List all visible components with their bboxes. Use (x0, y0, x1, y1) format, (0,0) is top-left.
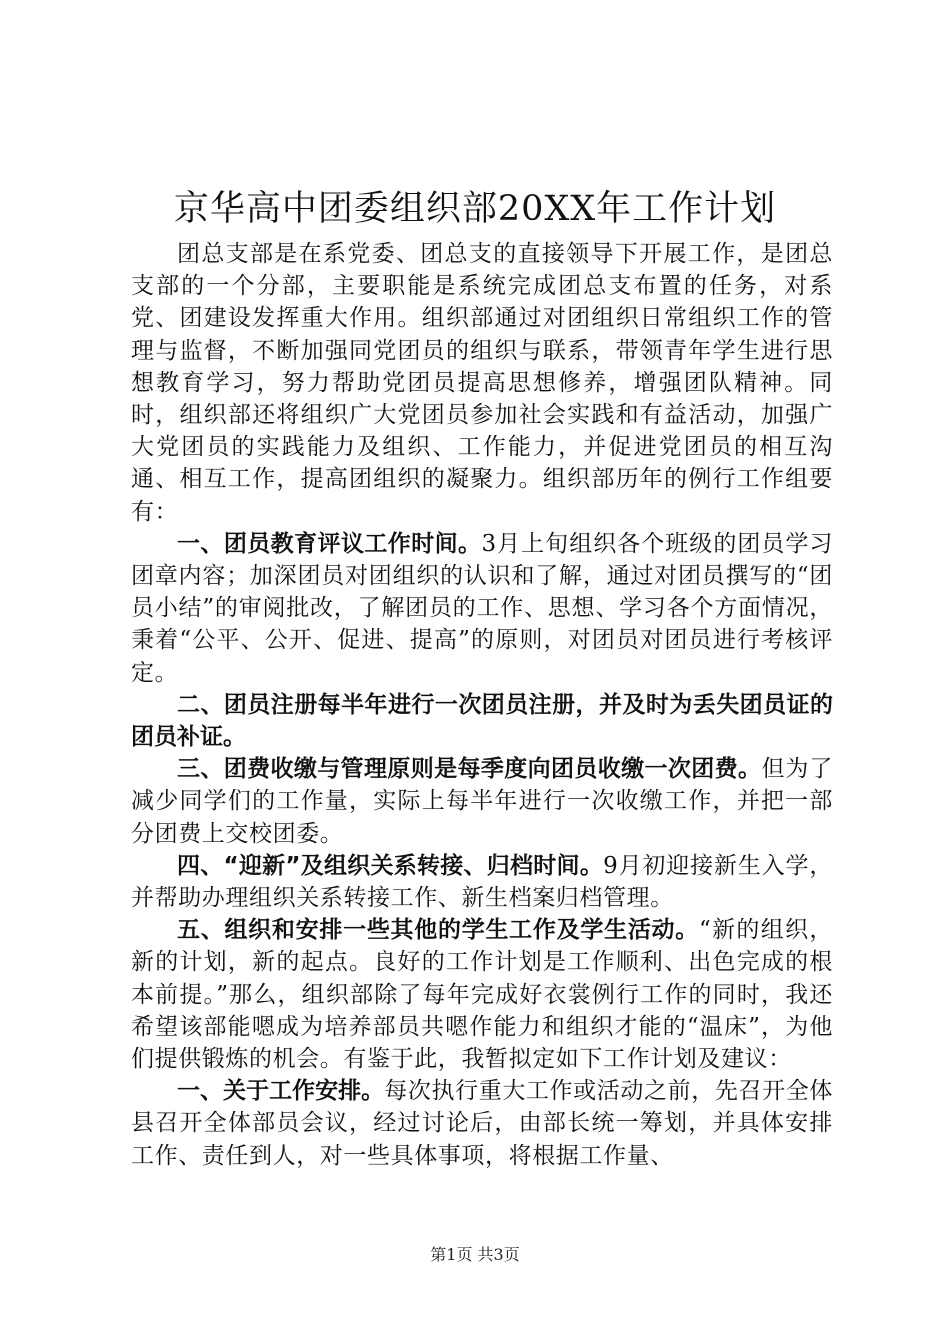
paragraph-item-5 (131, 914, 833, 1075)
paragraph-heading: 五、组织和安排一些其他的学生工作及学生活动。 (177, 917, 700, 944)
paragraph-heading: 一、团员教育评议工作时间。 (177, 530, 482, 557)
document-body (131, 238, 833, 1172)
paragraph-item-3 (131, 753, 833, 850)
paragraph-text: “新的组织，新的计划，新的起点。良好的工作计划是工作顺利、出色完成的根本前提。”那么，组织部除了每年完成好衣裳例行工作的同时，我还希望该部能嗯成为培养部员共嗯作能力和组织才能的“温床”，为他们提供锻炼的机会。有鉴于此，我暂拟定如下工作计划及建议： (131, 917, 834, 1073)
document-title: 京华高中团委组织部20XX年工作计划 (173, 189, 777, 229)
paragraph-heading: 二、团员注册每半年进行一次团员注册，并及时为丢失团员证的团员补证。 (131, 691, 833, 751)
paragraph-text: 团总支部是在系党委、团总支的直接领导下开展工作，是团总支部的一个分部，主要职能是系统完成团总支布置的任务，对系党、团建设发挥重大作用。组织部通过对团组织日常组织工作的管理与监督，不断加强同党团员的组织与联系，带领青年学生进行思想教育学习，努力帮助党团员提高思想修养，增强团队精神。同时，组织部还将组织广大党团员参加社会实践和有益活动，加强广大党团员的实践能力及组织、工作能力，并促进党团员的相互沟通、相互工作，提高团组织的凝聚力。组织部历年的例行工作组要有： (131, 241, 833, 525)
paragraph-intro (131, 238, 833, 528)
paragraph-text: 每次执行重大工作或活动之前，先召开全体县召开全体部员会议，经过讨论后，由部长统一筹划，并具体安排工作、责任到人，对一些具体事项，将根据工作量、 (131, 1078, 833, 1169)
paragraph-item-4 (131, 850, 833, 914)
paragraph-text: 3月上旬组织各个班级的团员学习团章内容；加深团员对团组织的认识和了解，通过对团员撰写的“团员小结”的审阅批改，了解团员的工作、思想、学习各个方面情况，秉着“公平、公开、促进、提高”的原则，对团员对团员进行考核评定。 (131, 530, 834, 686)
paragraph-text: 但为了减少同学们的工作量，实际上每半年进行一次收缴工作，并把一部分团费上交校团委。 (131, 756, 833, 847)
paragraph-heading: 三、团费收缴与管理原则是每季度向团员收缴一次团费。 (177, 756, 762, 783)
paragraph-heading: 四、“迎新”及组织关系转接、归档时间。 (177, 852, 604, 879)
paragraph-heading: 一、关于工作安排。 (177, 1078, 385, 1105)
paragraph-item-2 (131, 689, 833, 753)
paragraph-plan-1 (131, 1075, 833, 1172)
paragraph-text: 9月初迎接新生入学，并帮助办理组织关系转接工作、新生档案归档管理。 (131, 852, 834, 912)
paragraph-item-1 (131, 528, 833, 689)
page-number-footer: 第1页 共3页 (430, 1245, 520, 1264)
